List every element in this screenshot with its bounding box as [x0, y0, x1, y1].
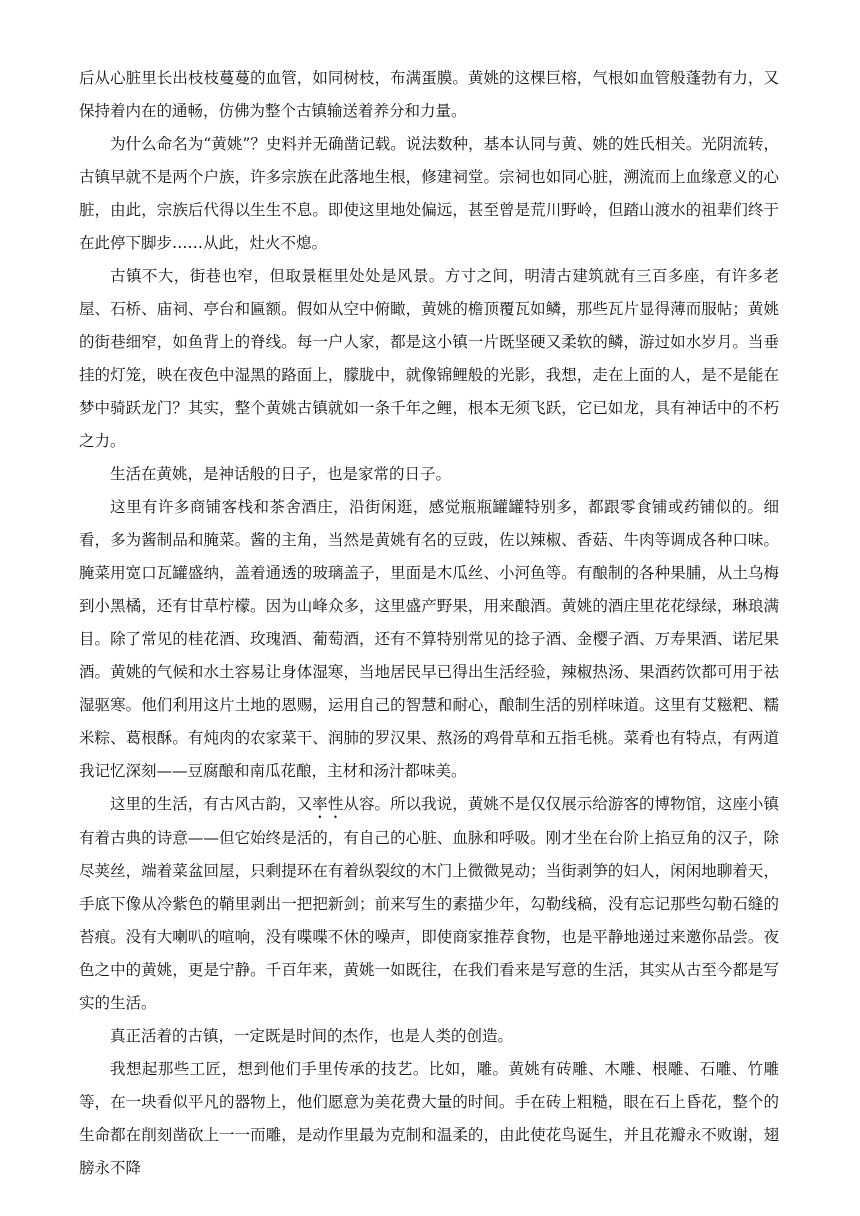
- emphasized-word: 率性: [312, 795, 344, 813]
- paragraph-text-segment: 这里的生活，有古风古韵，又: [110, 795, 313, 813]
- paragraph-continued: 后从心脏里长出枝枝蔓蔓的血管，如同树枝，布满蛋膜。黄姚的这棵巨榕，气根如血管般蓬勃有力，又保持着内在的通畅，仿佛为整个古镇输送着养分和力量。: [79, 69, 779, 120]
- paragraph-time-and-creation: 真正活着的古镇，一定既是时间的杰作，也是人类的创造。: [110, 1027, 514, 1045]
- paragraph-craftsmen: 我想起那些工匠，想到他们手里传承的技艺。比如，雕。黄姚有砖雕、木雕、根雕、石雕、竹雕等，在一块看似平凡的器物上，他们愿意为美花费大量的时间。手在砖上粗糙，眼在石上昏花，整个的生命都在削刻凿砍上一一而雕，是动作里最为克制和温柔的，由此使花鸟诞生，并且花瓣永不败谢，翅膀永不降: [79, 1060, 779, 1177]
- paragraph-ancient-town-scenery: 古镇不大，街巷也窄，但取景框里处处是风景。方寸之间，明清古建筑就有三百多座，有许多老屋、石桥、庙祠、亭台和匾额。假如从空中俯瞰，黄姚的檐顶覆瓦如鳞，那些瓦片显得薄而服帖；黄姚的街巷细窄，如鱼背上的脊线。每一户人家，都是这小镇一片既坚硬又柔软的鳞，游过如水岁月。当垂挂的灯笼，映在夜色中湿黑的路面上，朦胧中，就像锦鲤般的光影，我想，走在上面的人，是不是能在梦中骑跃龙门？其实，整个黄姚古镇就如一条千年之鲤，根本无须飞跃，它已如龙，具有神话中的不朽之力。: [79, 267, 779, 450]
- paragraph-text-segment: 从容。所以我说，黄姚不是仅仅展示给游客的博物馆，这座小镇有着古典的诗意——但它始终是活的，有自己的心脏、血脉和呼吸。刚才坐在台阶上掐豆角的汉子，除尽荚丝，端着菜盆回屋，只剩提环在有着纵裂纹的木门上微微晃动；当街剥笋的妇人，闲闲地聊着天，手底下像从冷紫色的鞘里剥出一把把新剑；前来写生的素描少年，勾勒线稿，没有忘记那些勾勒石缝的苔痕。没有大喇叭的喧响，没有喋喋不休的噪声，即使商家推荐食物，也是平静地递过来邀你品尝。夜色之中的黄姚，更是宁静。千百年来，黄姚一如既往，在我们看来是写意的生活，其实从古至今都是写实的生活。: [79, 795, 779, 1012]
- article-body: [79, 62, 779, 1185]
- paragraph-name-origin: 为什么命名为“黄姚”？史料并无确凿记载。说法数种，基本认同与黄、姚的姓氏相关。光阴流转，古镇早就不是两个户族，许多宗族在此落地生根，修建祠堂。宗祠也如同心脏，溯流而上血缘意义的心脏，由此，宗族后代得以生生不息。即使这里地处偏远，甚至曾是荒川野岭，但踏山渡水的祖辈们终于在此停下脚步……从此，灶火不熄。: [79, 135, 779, 252]
- paragraph-living-town: [79, 788, 779, 1020]
- paragraph-life-in-huangyao: 生活在黄姚，是神话般的日子，也是家常的日子。: [110, 465, 452, 483]
- paragraph-shops-and-food: 这里有许多商铺客栈和茶舍酒庄，沿街闲逛，感觉瓶瓶罐罐特别多，都跟零食铺或药铺似的。细看，多为酱制品和腌菜。酱的主角，当然是黄姚有名的豆豉，佐以辣椒、香菇、牛肉等调成各种口味。腌菜用宽口瓦罐盛纳，盖着通透的玻璃盖子，里面是木瓜丝、小河鱼等。有酿制的各种果脯，从土乌梅到小黑橘，还有甘草柠檬。因为山峰众多，这里盛产野果，用来酿酒。黄姚的酒庄里花花绿绿，琳琅满目。除了常见的桂花酒、玫瑰酒、葡萄酒，还有不算特别常见的捻子酒、金樱子酒、万寿果酒、诺尼果酒。黄姚的气候和水土容易让身体湿寒，当地居民早已得出生活经验，辣椒热汤、果酒药饮都可用于祛湿驱寒。他们利用这片土地的恩赐，运用自己的智慧和耐心，酿制生活的别样味道。这里有艾糍粑、糯米粽、葛根酥。有炖肉的农家菜干、润肺的罗汉果、熬汤的鸡骨草和五指毛桃。菜肴也有特点，有两道我记忆深刻——豆腐酿和南瓜花酿，主材和汤汁都味美。: [79, 498, 779, 780]
